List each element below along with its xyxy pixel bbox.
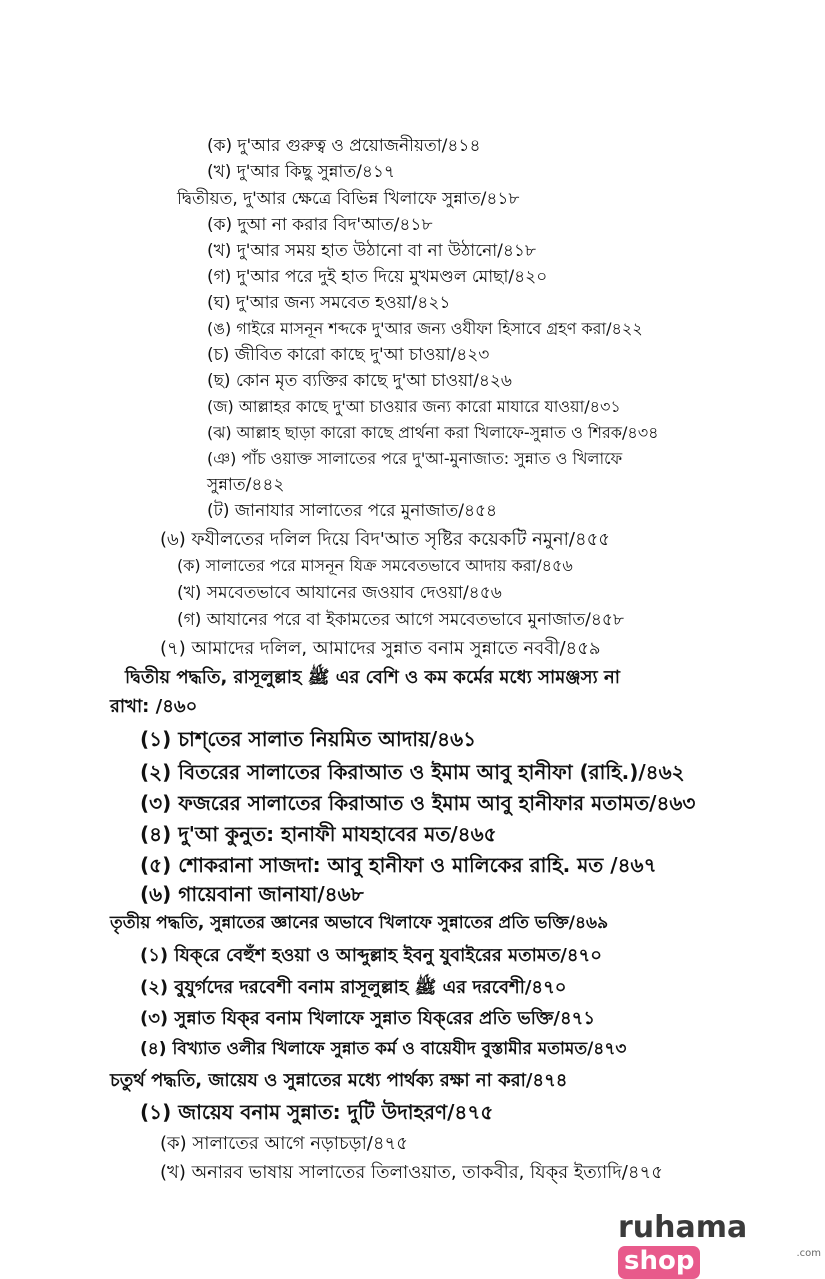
logo-text-com: .com	[796, 1248, 821, 1259]
toc-line: (৪) বিখ্যাত ওলীর খিলাফে সুন্নাত কর্ম ও বায়েযীদ বুস্তামীর মতামত/৪৭৩	[140, 1039, 627, 1059]
toc-heading: তৃতীয় পদ্ধতি, সুন্নাতের জ্ঞানের অভাবে খিলাফে সুন্নাতের প্রতি ভক্তি/৪৬৯	[110, 913, 609, 933]
toc-line: (ক) সালাতের পরে মাসনূন যিক্র সমবেতভাবে আদায় করা/৪৫৬	[177, 556, 573, 575]
toc-line: (৬) গায়েবানা জানাযা/৪৬৮	[140, 882, 364, 906]
toc-line: (খ) অনারব ভাষায় সালাতের তিলাওয়াত, তাকবীর, যিক্‌র ইত্যাদি/৪৭৫	[160, 1162, 663, 1183]
logo-text-shop: shop	[618, 1246, 700, 1279]
toc-line: (ছ) কোন মৃত ব্যক্তির কাছে দু'আ চাওয়া/৪২৬	[207, 371, 512, 391]
toc-line: (ক) দু'আর গুরুত্ব ও প্রয়োজনীয়তা/৪১৪	[207, 136, 481, 156]
toc-line: (খ) দু'আর সময় হাত উঠানো বা না উঠানো/৪১৮	[207, 241, 536, 261]
toc-line: (গ) আযানের পরে বা ইকামতের আগে সমবেতভাবে মুনাজাত/৪৫৮	[177, 610, 624, 630]
logo-text-ruhama: ruhama	[618, 1210, 748, 1245]
toc-line: (১) চাশ্‌তের সালাত নিয়মিত আদায়/৪৬১	[140, 727, 477, 751]
toc-line: (৫) শোকরানা সাজদা: আবু হানীফা ও মালিকের রাহি. মত /৪৬৭	[140, 853, 657, 877]
toc-line: (৪) দু'আ কুনুত: হানাফী মাযহাবের মত/৪৬৫	[140, 822, 497, 846]
toc-heading: রাখা: /৪৬০	[110, 696, 198, 717]
toc-line: সুন্নাত/৪৪২	[207, 475, 285, 495]
toc-heading: দ্বিতীয় পদ্ধতি, রাসূলুল্লাহ ﷺ এর বেশি ও কম কর্মের মধ্যে সামঞ্জস্য না	[125, 667, 620, 688]
toc-line: (ঙ) গাইরে মাসনূন শব্দকে দু'আর জন্য ওযীফা হিসাবে গ্রহণ করা/৪২২	[207, 319, 643, 338]
toc-heading: চতুর্থ পদ্ধতি, জায়েয ও সুন্নাতের মধ্যে পার্থক্য রক্ষা না করা/৪৭৪	[110, 1070, 568, 1091]
toc-line: (ক) দুআ না করার বিদ'আত/৪১৮	[207, 215, 433, 235]
toc-line: (খ) দু'আর কিছু সুন্নাত/৪১৭	[207, 162, 395, 182]
toc-line: (২) বুযুর্গদের দরবেশী বনাম রাসূলুল্লাহ ﷺ এর দরবেশী/৪৭০	[140, 977, 567, 998]
ruhamashop-logo	[618, 1210, 825, 1278]
toc-line: (১) যিক্‌রে বেহুঁশ হওয়া ও আব্দুল্লাহ ইবনু যুবাইরের মতামত/৪৭০	[140, 945, 602, 966]
toc-line: দ্বিতীয়ত, দু'আর ক্ষেত্রে বিভিন্ন খিলাফে সুন্নাত/৪১৮	[177, 189, 520, 209]
toc-line: (৭) আমাদের দলিল, আমাদের সুন্নাত বনাম সুন্নাতে নববী/৪৫৯	[160, 638, 601, 659]
toc-line: (জ) আল্লাহর কাছে দু'আ চাওয়ার জন্য কারো মাযারে যাওয়া/৪৩১	[207, 397, 621, 416]
toc-line: (ঞ) পাঁচ ওয়াক্ত সালাতের পরে দু'আ-মুনাজাত: সুন্নাত ও খিলাফে	[207, 449, 623, 468]
toc-line: (১) জায়েয বনাম সুন্নাত: দুটি উদাহরণ/৪৭৫	[140, 1100, 494, 1124]
toc-line: (খ) সমবেতভাবে আযানের জওয়াব দেওয়া/৪৫৬	[177, 583, 502, 603]
toc-line: (ঝ) আল্লাহ ছাড়া কারো কাছে প্রার্থনা করা খিলাফে-সুন্নাত ও শিরক/৪৩৪	[207, 423, 659, 442]
toc-line: (৩) সুন্নাত যিক্‌র বনাম খিলাফে সুন্নাত যিক্‌রের প্রতি ভক্তি/৪৭১	[140, 1008, 596, 1029]
toc-line: (২) বিতরের সালাতের কিরাআত ও ইমাম আবু হানীফা (রাহি.)/৪৬২	[140, 760, 685, 784]
toc-line: (গ) দু'আর পরে দুই হাত দিয়ে মুখমণ্ডল মোছা/৪২০	[207, 267, 548, 287]
toc-line: (ট) জানাযার সালাতের পরে মুনাজাত/৪৫৪	[207, 501, 498, 521]
toc-line: (চ) জীবিত কারো কাছে দু'আ চাওয়া/৪২৩	[207, 345, 490, 365]
toc-line: (৬) ফযীলতের দলিল দিয়ে বিদ'আত সৃষ্টির কয়েকটি নমুনা/৪৫৫	[160, 529, 610, 550]
toc-line: (ঘ) দু'আর জন্য সমবেত হওয়া/৪২১	[207, 293, 451, 313]
toc-line: (ক) সালাতের আগে নড়াচড়া/৪৭৫	[160, 1133, 408, 1154]
toc-line: (৩) ফজরের সালাতের কিরাআত ও ইমাম আবু হানীফার মতামত/৪৬৩	[140, 791, 696, 815]
